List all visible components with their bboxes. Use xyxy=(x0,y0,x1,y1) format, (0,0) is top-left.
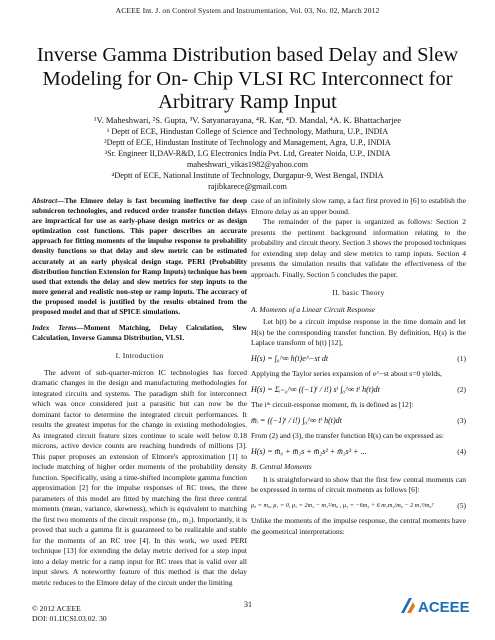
subsection-heading-moments: A. Moments of a Linear Circuit Response xyxy=(251,304,376,314)
abstract xyxy=(32,196,247,317)
equation-5 xyxy=(251,501,466,512)
paragraph: Applying the Taylor series expansion of e^−st about s=0 yields, xyxy=(251,369,442,378)
equation-text: H(s) = Σᵢ₌₀^∞ ((−1)ⁱ / i!) sⁱ ∫₀^∞ tⁱ h(t)dt xyxy=(251,384,380,394)
equation-2 xyxy=(251,385,466,396)
paragraph: case of an infinitely slow ramp, a fact first proved in [6] to establish the Elmore delay as an upper bound. xyxy=(251,196,466,216)
author-names: ¹V. Maheshwari, ²S. Gupta, ³V. Satyanarayana, ⁴R. Kar, ⁴D. Mandal, ⁴A. K. Bhattacharjee xyxy=(93,115,402,125)
right-column xyxy=(251,196,466,537)
author-block xyxy=(20,115,475,192)
paragraph: Let h(t) be a circuit impulse response in the time domain and let H(s) be the corresponding transfer function. By definition, H(s) is the Laplace transform of h(t) [12], xyxy=(251,317,466,347)
author-email: rajibkarece@gmail.com xyxy=(208,182,287,191)
equation-number: (5) xyxy=(457,500,466,510)
paragraph: Unlike the moments of the impulse response, the central moments have the geometrical interpretations: xyxy=(251,516,466,536)
equation-text: H(s) = m̄₀ + m̄₁s + m̄₂s² + m̄₃s³ + ... xyxy=(251,446,367,456)
author-email: maheshwari_vikas1982@yahoo.com xyxy=(186,160,308,169)
equation-text: m̄ᵢ = ((−1)ⁱ / i!) ∫₀^∞ tⁱ h(t)dt xyxy=(251,415,342,425)
aceee-logo xyxy=(398,595,480,617)
abstract-text: —The Elmore delay is fast becoming ineffective for deep submicron technologies, and reduced order transfer function delays are impractical for use as early-phase design metrics or as design optimization cost functions. This paper describes an accurate approach for fitting moments of the impulse response to probability density functions so that delay and slew metric can be estimated accurately at an early physical design stage. PERI (Probability distribution function Extension for Ramp Inputs) technique has been used that extends the delay and slew metrics for step inputs to the more general and realistic non-step or ramp inputs. The accuracy of the proposed model is justified by the results obtained from the proposed model and that of SPICE simulations. xyxy=(32,196,247,317)
copyright: © 2012 ACEEE xyxy=(32,604,81,613)
equation-number: (1) xyxy=(457,353,466,363)
journal-header: ACEEE Int. J. on Control System and Instrumentation, Vol. 03, No. 02, March 2012 xyxy=(115,6,380,15)
index-terms-label: Index Terms xyxy=(32,323,77,333)
affiliation: ³Sr. Engineer II,DAV-R&D, LG Electronics India Pvt. Ltd, Greater Noida, U.P., INDIA xyxy=(104,149,391,158)
affiliation: ⁴Deptt of ECE, National Institute of Technology, Durgapur-9, West Bengal, INDIA xyxy=(111,171,384,180)
logo-text: ACEEE xyxy=(418,599,470,616)
title-line: Inverse Gamma Distribution based Delay and Slew xyxy=(36,44,459,66)
subsection-heading-central-moments: B. Central Moments xyxy=(251,462,312,471)
affiliation: ²Deptt of ECE, Hindustan Institute of Technology and Management, Agra, U.P., INDIA xyxy=(104,138,391,147)
equation-number: (3) xyxy=(457,415,466,425)
title-line: Arbitrary Ramp Input xyxy=(158,91,337,113)
index-terms-text: —Moment Matching, Delay Calculation, Slew Calculation, Inverse Gamma Distribution, VLSI. xyxy=(32,323,247,343)
equation-text: μ₀ = m₀, μ₁ = 0, μ₂ = 2m₂ − m₁²/m₀ , μ₃ = −6m₃ + 6 m₁m₂/m₀ − 2 m₁³/m₀² xyxy=(251,501,434,509)
paper-title xyxy=(30,44,465,115)
paragraph: It is straightforward to show that the first few central moments can be expressed in terms of circuit moments as follows [6]: xyxy=(251,474,466,494)
paragraph: The iᵗʰ circuit-response moment, m̄ᵢ is defined as [12]: xyxy=(251,400,414,409)
equation-3 xyxy=(251,416,466,427)
intro-paragraph: The advent of sub-quarter-micron IC technologies has forced dramatic changes in the design and manufacturing methodologies for integrated circuits and systems. The paradigm shift for interconnect which was once considered just a parasitic but can now be the dominant factor to determine the integrated circuit performances. It results the greatest impetus for the change in existing methodologies. As integrated circuit feature sizes continue to scale well below 0.18 microns, active device counts are reaching hundreds of millions [3]. This paper proposes an extension of Elmore's approximation [1] to include matching of higher order moments of the probability density function. Specifically, using a time-shifted incomplete gamma function approximation [2] for the impulse responses of RC trees, the three parameters of this model are fitted by matching the first three central moments (mean, variance, skewness), which is equivalent to matching the first two moments of the circuit response (m₁, m₂). Importantly, it is proved that such a gamma fit is guaranteed to be realizable and stable for the moments of an RC tree [4]. In this work, we used PERI technique [13] for extending the delay metric derived for a step input into a delay metric for a ramp input for RC trees that is valid over all input slews. A noteworthy feature of this method is that the delay metric reduces to the Elmore delay of the circuit under the limiting xyxy=(32,367,247,587)
paragraph: From (2) and (3), the transfer function H(s) can be expressed as: xyxy=(251,431,444,440)
paragraph: The remainder of the paper is organized as follows: Section 2 presents the pertinent background information relating to the probability and circuit theory. Section 3 shows the proposed techniques for extending step delay and slew metrics to ramp inputs. Section 4 presents the simulation results that validate the effectiveness of the approach. Finally, Section 5 concludes the paper. xyxy=(251,217,466,279)
page-number: 31 xyxy=(244,600,252,609)
footer xyxy=(32,604,107,624)
logo-mark-icon xyxy=(401,598,415,613)
section-heading-basic-theory: II. basic Theory xyxy=(332,288,385,297)
affiliation: ¹ Deptt of ECE, Hindustan College of Science and Technology, Mathura, U.P., INDIA xyxy=(106,127,389,136)
equation-text: H(s) = ∫₀^∞ h(t)e^−st dt xyxy=(251,353,329,363)
section-heading-intro: I. Introduction xyxy=(115,351,164,361)
equation-number: (2) xyxy=(457,384,466,394)
doi: DOI: 01.IJCSI.03.02. 30 xyxy=(32,614,107,623)
equation-number: (4) xyxy=(457,446,466,456)
equation-1 xyxy=(251,354,466,365)
title-line: Modeling for On- Chip VLSI RC Interconnect for xyxy=(42,67,453,90)
left-column xyxy=(32,196,247,588)
equation-4 xyxy=(251,447,466,458)
abstract-label: Abstract xyxy=(32,196,58,205)
index-terms xyxy=(32,323,247,343)
